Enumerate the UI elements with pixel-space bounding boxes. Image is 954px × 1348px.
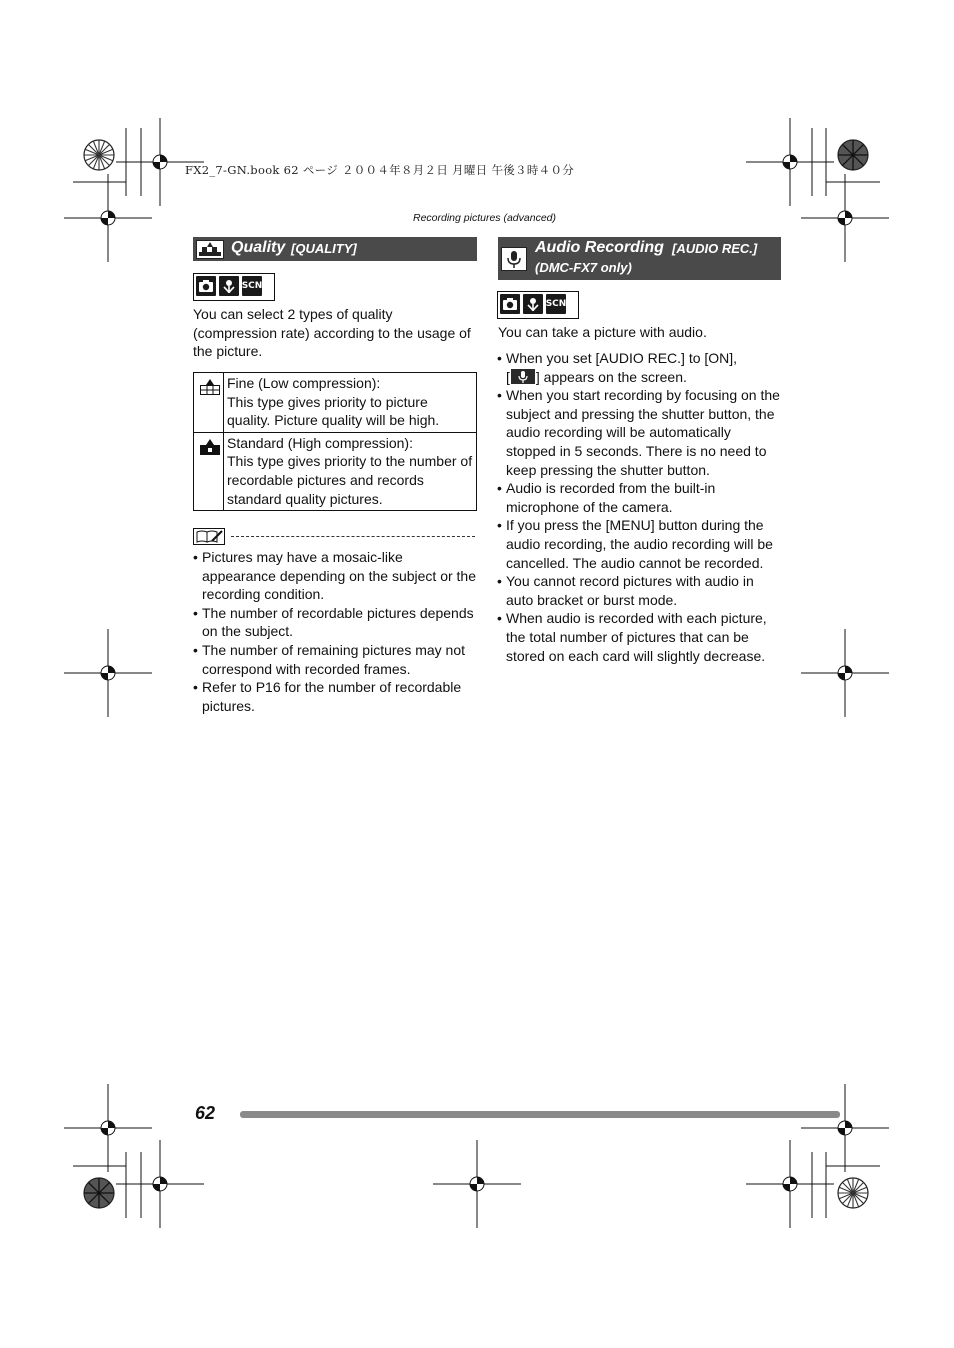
audio-bullet-bracket-open: [ xyxy=(506,368,510,385)
section-title: Quality xyxy=(231,239,286,256)
standard-quality-icon xyxy=(194,432,224,510)
macro-mode-icon xyxy=(219,276,239,296)
note-divider xyxy=(231,536,475,537)
list-item: • When audio is recorded with each picture, the total number of pictures that can be stored on each card will slightly decrease. xyxy=(497,609,783,665)
fine-text: This type gives priority to picture quality. Picture quality will be high. xyxy=(227,393,440,429)
quality-section-header xyxy=(193,237,477,261)
quality-notes xyxy=(193,548,479,715)
audio-section-header xyxy=(498,237,781,280)
list-item xyxy=(497,349,783,386)
list-item: • You cannot record pictures with audio in auto bracket or burst mode. xyxy=(497,572,783,609)
scene-mode-icon: SCN xyxy=(546,294,566,314)
fine-quality-icon xyxy=(194,373,224,433)
page-number: 62 xyxy=(195,1103,216,1123)
standard-title: Standard (High compression): xyxy=(227,434,413,451)
section-title-bracket: [QUALITY] xyxy=(291,241,357,256)
quality-table xyxy=(193,372,477,511)
fine-title: Fine (Low compression): xyxy=(227,375,381,391)
table-row xyxy=(194,373,477,433)
audio-bullet-text: When you set [AUDIO REC.] to [ON], xyxy=(506,350,738,366)
list-item: • The number of remaining pictures may not correspond with recorded frames. xyxy=(193,641,479,678)
mode-icons xyxy=(497,291,579,319)
standard-description xyxy=(224,432,477,510)
camera-mode-icon xyxy=(196,276,216,296)
scene-mode-icon: SCN xyxy=(242,276,262,296)
audio-bullet-bracket-close: ] appears on the screen. xyxy=(535,368,687,385)
section-subtitle: (DMC-FX7 only) xyxy=(535,260,632,275)
standard-text: This type gives priority to the number of recordable pictures and records standard quality pictures. xyxy=(227,453,473,507)
fine-description xyxy=(224,373,477,433)
footer-bar xyxy=(240,1111,840,1118)
list-item: • Audio is recorded from the built-in microphone of the camera. xyxy=(497,479,783,516)
microphone-icon xyxy=(501,247,527,271)
list-item: • Refer to P16 for the number of recordable pictures. xyxy=(193,678,479,715)
audio-notes xyxy=(497,349,783,665)
list-item: • The number of recordable pictures depends on the subject. xyxy=(193,604,479,641)
section-title: Audio Recording xyxy=(535,239,664,256)
notes-header xyxy=(193,528,477,546)
camera-mode-icon xyxy=(500,294,520,314)
macro-mode-icon xyxy=(523,294,543,314)
microphone-icon xyxy=(511,369,535,384)
audio-intro: You can take a picture with audio. xyxy=(498,324,707,340)
section-title-bracket: [AUDIO REC.] xyxy=(672,241,758,256)
mode-icons xyxy=(193,273,275,301)
quality-icon xyxy=(196,240,224,259)
table-row xyxy=(194,432,477,510)
quality-intro: You can select 2 types of quality (compression rate) according to the usage of the picture. xyxy=(193,306,471,360)
list-item: • When you start recording by focusing on the subject and pressing the shutter button, the audio recording will be automatically stopped in 5 seconds. There is no need to keep pressing the shutter button. xyxy=(497,386,783,479)
running-head: Recording pictures (advanced) xyxy=(413,212,556,224)
print-header: FX2_7-GN.book 62 ページ ２００４年８月２日 月曜日 午後３時４０分 xyxy=(185,163,575,177)
list-item: • Pictures may have a mosaic-like appearance depending on the subject or the recording condition. xyxy=(193,548,479,604)
list-item: • If you press the [MENU] button during the audio recording, the audio recording will be cancelled. The audio cannot be recorded. xyxy=(497,516,783,572)
note-icon xyxy=(193,528,225,550)
